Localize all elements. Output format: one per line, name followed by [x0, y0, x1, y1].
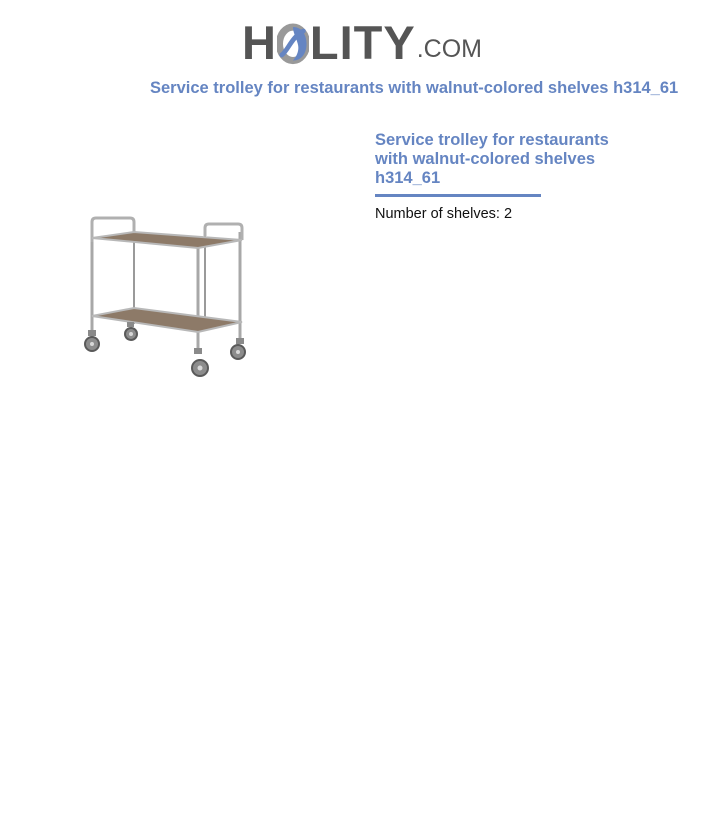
brand-logo[interactable] [242, 10, 482, 68]
product-title: Service trolley for restaurants with walnut-colored shelves h314_61 [375, 131, 609, 187]
service-trolley-image [78, 212, 254, 382]
logo-dot-com: .COM [416, 35, 482, 63]
logo-o-icon [277, 18, 309, 68]
spec-number-of-shelves: Number of shelves: 2 [375, 206, 513, 222]
product-detail [375, 131, 675, 222]
logo-letter-h: H [242, 16, 277, 69]
page-title: Service trolley for restaurants with walnut-colored shelves h314_61 [150, 79, 679, 97]
logo-letters-lity: LITY [309, 16, 416, 69]
title-divider [375, 194, 541, 197]
